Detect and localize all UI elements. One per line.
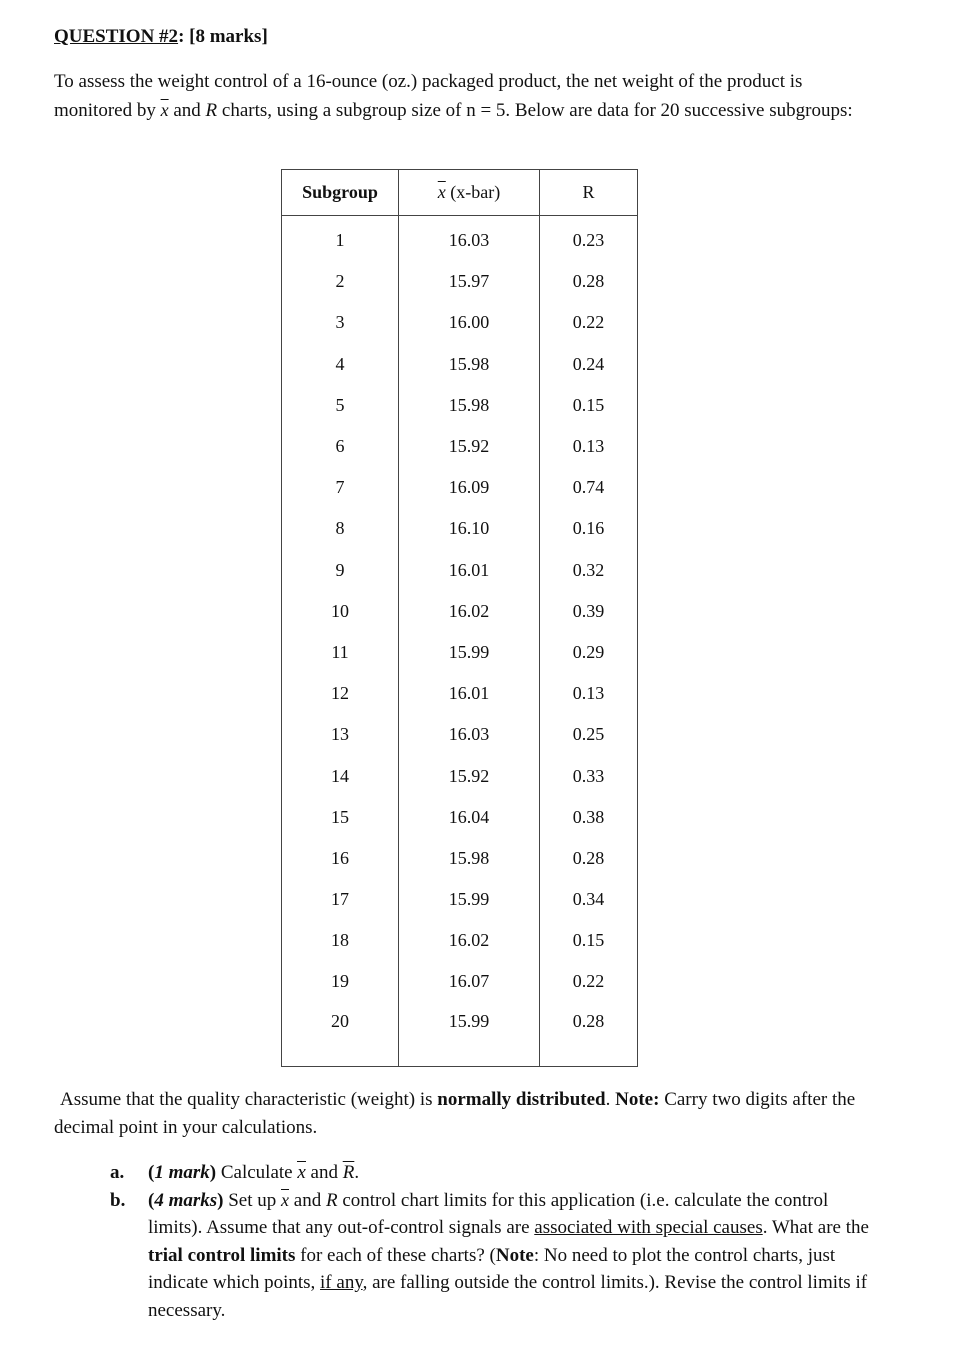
header-subgroup: Subgroup [282,170,399,216]
part-b-mark-open: ( [148,1189,155,1211]
cell-subgroup: 1 [282,216,399,262]
cell-r: 0.13 [540,673,638,714]
cell-subgroup: 6 [282,426,399,467]
cell-subgroup: 5 [282,385,399,426]
cell-subgroup: 8 [282,508,399,549]
cell-xbar: 16.03 [399,216,540,262]
cell-xbar: 16.10 [399,508,540,549]
part-b [110,1187,870,1325]
cell-r: 0.15 [540,385,638,426]
cell-subgroup: 11 [282,632,399,673]
part-a-mark-open: ( [148,1162,155,1183]
question-parts-list [110,1159,870,1324]
assume-text-3: Carry two digits after the decimal point in your calculations. [54,1089,856,1138]
cell-xbar: 15.98 [399,838,540,879]
assume-bold-normal: normally distributed [437,1089,606,1110]
cell-subgroup: 17 [282,879,399,920]
part-b-text-4: . What are the [762,1217,869,1238]
cell-r: 0.32 [540,550,638,591]
part-b-underlined-if-any: if any [320,1272,363,1293]
cell-xbar: 16.07 [399,961,540,1002]
table-row [282,426,638,467]
cell-subgroup: 4 [282,344,399,385]
part-b-marker: b. [110,1189,126,1211]
cell-xbar: 15.98 [399,344,540,385]
cell-r: 0.22 [540,302,638,343]
table-row [282,216,638,262]
cell-r: 0.28 [540,1003,638,1067]
part-b-underlined-special-causes: associated with special causes [534,1217,763,1238]
xbar-symbol: $\overline{x}$ [160,100,169,120]
table-row [282,508,638,549]
cell-xbar: 16.09 [399,467,540,508]
part-b-text-1: Set up [223,1189,282,1211]
table-row [282,797,638,838]
part-b-text-6: : No need to plot the control charts, just indicate which points, [148,1244,836,1293]
cell-xbar: 16.04 [399,797,540,838]
cell-r: 0.22 [540,961,638,1002]
cell-xbar: 16.02 [399,591,540,632]
table-row [282,261,638,302]
cell-xbar: 15.97 [399,261,540,302]
intro-text-1: To assess the weight control of a 16-ounce (oz.) packaged product, the net weight of the product is monitored by [54,71,803,121]
part-b-text-3: control chart limits for this application (i.e. calculate the control limits). Assume that any out-of-control signals are [148,1189,829,1238]
cell-r: 0.24 [540,344,638,385]
part-b-text-2: and [289,1189,326,1211]
part-a [110,1159,870,1187]
cell-subgroup: 2 [282,261,399,302]
cell-subgroup: 20 [282,1003,399,1067]
header-xbar-label: (x-bar) [445,182,501,202]
cell-r: 0.74 [540,467,638,508]
part-b-mark-close: ) [217,1189,224,1211]
cell-r: 0.29 [540,632,638,673]
cell-r: 0.25 [540,714,638,755]
cell-r: 0.15 [540,920,638,961]
table-row [282,467,638,508]
cell-xbar: 15.99 [399,1003,540,1067]
cell-r: 0.38 [540,797,638,838]
cell-xbar: 16.02 [399,920,540,961]
part-b-text-7: , are falling outside the control limits.). Revise the control limits if necessary. [148,1272,868,1321]
table-row [282,385,638,426]
table-header-row [282,170,638,216]
table-row [282,961,638,1002]
part-a-marker: a. [110,1162,125,1183]
table-row [282,879,638,920]
table-row [282,632,638,673]
part-a-mark-text: 1 mark [154,1162,210,1183]
cell-r: 0.34 [540,879,638,920]
cell-xbar: 16.03 [399,714,540,755]
table-body [282,216,638,1067]
question-heading [54,26,268,48]
cell-subgroup: 9 [282,550,399,591]
cell-xbar: 15.98 [399,385,540,426]
cell-xbar: 16.01 [399,550,540,591]
intro-paragraph [54,68,884,125]
cell-subgroup: 10 [282,591,399,632]
part-a-text-3: . [354,1162,360,1183]
cell-xbar: 16.01 [399,673,540,714]
cell-r: 0.28 [540,838,638,879]
part-b-bold-trial-limits: trial control limits [148,1244,296,1266]
cell-subgroup: 15 [282,797,399,838]
assume-note-label: Note: [615,1089,660,1110]
cell-xbar: 15.92 [399,755,540,796]
table-row [282,344,638,385]
cell-r: 0.39 [540,591,638,632]
cell-subgroup: 19 [282,961,399,1002]
rbar-symbol: $\overline{R}$ [342,1162,355,1183]
intro-text-3: charts, using a subgroup size of n = 5. Below are data for 20 successive subgroups: [217,100,853,121]
table-row [282,920,638,961]
cell-subgroup: 16 [282,838,399,879]
part-a-mark-close: ) [209,1162,217,1183]
part-b-note-label: Note [495,1244,534,1266]
cell-subgroup: 18 [282,920,399,961]
intro-text-2: and [168,100,206,121]
part-b-text-5: for each of these charts? ( [295,1244,496,1266]
cell-subgroup: 3 [282,302,399,343]
xbarbar-symbol: $\overline{x}$ [297,1159,305,1187]
cell-r: 0.13 [540,426,638,467]
cell-xbar: 15.99 [399,632,540,673]
header-xbar-symbol: $\overline{x}$ [437,182,446,202]
cell-subgroup: 12 [282,673,399,714]
table-row [282,550,638,591]
cell-subgroup: 7 [282,467,399,508]
header-xbar [399,170,540,216]
table-row [282,673,638,714]
part-a-text-2: and [305,1162,343,1183]
table-row [282,1003,638,1067]
heading-separator: : [178,26,190,47]
question-label: QUESTION #2 [54,26,179,47]
header-r: R [540,170,638,216]
part-a-text-1: Calculate [216,1162,298,1183]
table-row [282,714,638,755]
cell-subgroup: 14 [282,755,399,796]
table-row [282,591,638,632]
question-marks: [8 marks] [189,26,268,47]
assume-text-1: Assume that the quality characteristic (weight) is [60,1089,438,1110]
cell-r: 0.28 [540,261,638,302]
table-row [282,302,638,343]
cell-r: 0.23 [540,216,638,262]
subgroup-data-table [281,169,638,1067]
assume-text-2: . [605,1089,616,1110]
cell-r: 0.16 [540,508,638,549]
part-b-xbar-symbol: $\overline{x}$ [281,1189,290,1210]
cell-subgroup: 13 [282,714,399,755]
cell-xbar: 16.00 [399,302,540,343]
table-row [282,838,638,879]
cell-xbar: 15.99 [399,879,540,920]
cell-xbar: 15.92 [399,426,540,467]
part-b-r-symbol: R [325,1189,338,1211]
part-b-mark-text: 4 marks [154,1189,218,1211]
assumption-paragraph [54,1086,884,1142]
cell-r: 0.33 [540,755,638,796]
table-row [282,755,638,796]
r-symbol: R [205,100,218,121]
